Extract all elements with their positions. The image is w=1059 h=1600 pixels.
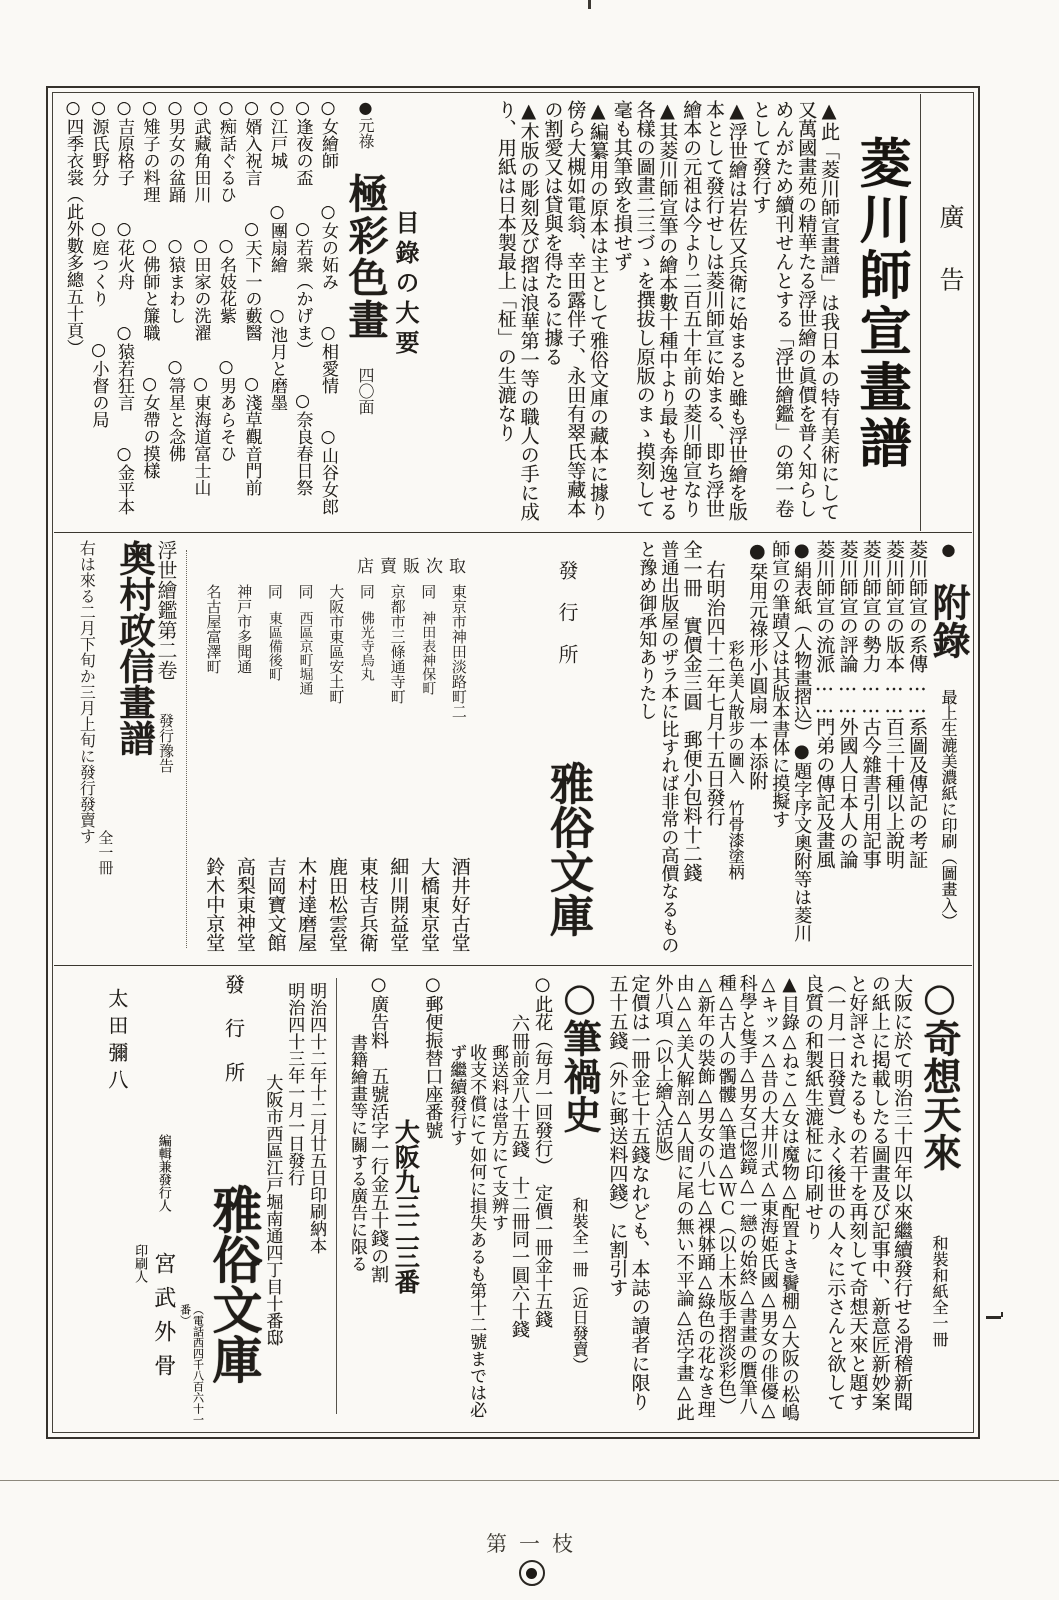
konohana-postage: 郵送料は當方にて支辨す bbox=[487, 1044, 508, 1231]
appendix-title: 附錄 bbox=[926, 583, 971, 659]
ad-paragraph: ▲此「菱川師宣畫譜」は我日本の特有美術にして又萬國畫苑の精華たる浮世繪の眞價を普く知らしめんがため續刊せんとする「浮世繪鑑」の第一卷として發行す bbox=[749, 100, 840, 521]
distributor-name: 大橋東京堂 bbox=[417, 857, 440, 952]
appendix-caution: 普通出版屋のザラ本に比すれば非常の高價なるものと豫め御承知ありたし bbox=[636, 540, 680, 954]
distributor-name: 酒井好古堂 bbox=[448, 857, 471, 952]
distributor-address: 同西區京町堀通 bbox=[296, 584, 315, 695]
section-divider bbox=[54, 532, 972, 533]
catalog-item: ○男女の盆踊 bbox=[165, 98, 185, 203]
distributor-name: 鈴木中京堂 bbox=[203, 857, 226, 952]
catalog-item: ○庭つくり bbox=[88, 219, 109, 307]
printer-label: 印刷人 bbox=[132, 1244, 148, 1283]
distributor-entry bbox=[198, 584, 229, 952]
distributor-name: 吉岡寶文館 bbox=[264, 857, 287, 952]
ad-paragraph: ▲編纂用の原本は主として雅俗文庫の藏本に據り傍ら大槻如電翁、幸田露伴子、永田有翠氏等藏本の割愛又は貸與を得たるに據る bbox=[541, 100, 610, 521]
catalog-item: ○女帶の摸樣 bbox=[139, 374, 160, 479]
catalog-plate-count: 四〇面 bbox=[356, 367, 375, 415]
catalog-section-title: 目錄の大要 bbox=[391, 210, 420, 360]
appendix-line: 菱川師宣の版本……百三十種以上說明 bbox=[882, 540, 905, 869]
appendix-subtitle: 最上生漉美濃紙に印刷（圖畫入） bbox=[939, 689, 958, 929]
catalog-item: ○若衆（かげま） bbox=[292, 219, 313, 358]
konohana-title-line: ○此花（毎月一回發行） 定價一冊金十五錢 bbox=[532, 974, 554, 1328]
colophon-address: 大阪市西區江戸堀南通四丁目十番邸 bbox=[262, 1074, 283, 1346]
group-divider-rule bbox=[186, 550, 187, 948]
ad-paragraph: ▲其菱川師宣筆の繪本數十種中より最も奔逸せる各樣の圖畫二三づゝを撰拔し原版のまゝ摸刻して毫も其筆致を損せず bbox=[610, 100, 679, 521]
catalog-item: ○猿まわし bbox=[165, 236, 185, 324]
top-tick-mark bbox=[588, 0, 591, 9]
catalog-item: ○名妓花紫 bbox=[216, 236, 236, 324]
kisotenrai-format: 和裝和紙全一冊 bbox=[930, 1235, 949, 1347]
kisotenrai-contents: ▲目錄△ねこ△女は魔物△配置よき鬢棚△大阪の松嶋△キッス△昔の大井川式△東海姫氏國△男女の俳優△科學と隻手△男女己惚鏡△一戀の始終△書畫の贋筆八種△古人の髑髏△筆遣△ＷＣ（以上木版手摺淡彩色）△新年の裝飾△男女の八七△裸躰踊△綠色の花なき理由△△美人解剖△人間に尾の無い不平論△活字畫△此外八項（以上繪入活版） bbox=[652, 974, 800, 1421]
distributor-entry bbox=[382, 584, 413, 952]
colophon-phone: （電話西四千八百六十一番） bbox=[178, 1304, 205, 1425]
appendix-line: 菱川師宣の流派……門弟の傳記及畫風 bbox=[813, 540, 836, 869]
advertisement-box bbox=[46, 86, 980, 1439]
catalog-item: ○箒星と念佛 bbox=[165, 357, 185, 462]
catalog-item: ○源氏野分 bbox=[88, 98, 109, 186]
next-volume-schedule: 右は來る二月下旬か三月上旬に發行發賣す bbox=[77, 540, 97, 844]
distributor-entry bbox=[443, 584, 474, 952]
appendix-fan-detail: 彩色美人散步の圖入 竹骨漆塗柄 bbox=[726, 640, 746, 880]
ad-rate-note: 書籍繪畫等に關する廣告に限る bbox=[347, 1034, 368, 1272]
catalog-item: ○天下一の藪醫 bbox=[241, 219, 262, 341]
kisotenrai-title-block bbox=[919, 974, 960, 1426]
catalog-heading bbox=[342, 98, 389, 528]
distributor-entry bbox=[290, 584, 321, 952]
appendix-note: ●絹表紙（人物畫摺込）●題字序文奧附等は菱川師宣の筆蹟又は其版本書体に摸擬す bbox=[769, 540, 813, 942]
catalog-item: ○花火舟 bbox=[114, 219, 134, 290]
appendix-price-line: 全一冊 實價金三圓 郵便小包料十二錢 bbox=[680, 540, 703, 882]
appendix-note: ●栞用元祿形小圓扇一本添附 bbox=[746, 540, 769, 790]
distributor-entry bbox=[413, 584, 444, 952]
hikkashi-title: ○筆禍史 bbox=[557, 974, 603, 1133]
ad-paragraph: ▲浮世繪は岩佐又兵衛に始まると雖も浮世繪を版本として發行せしは菱川師宣に始まる、即ち浮世繪本の元祖は今より二百五十年前の菱川師宣なり bbox=[680, 100, 748, 521]
catalog-heading-main: 極彩色畫 bbox=[342, 173, 389, 341]
catalog-item: ○相愛情 bbox=[318, 323, 338, 394]
catalog-item: ○山谷女郎 bbox=[318, 427, 338, 515]
catalog-item: ○逢夜の盃 bbox=[292, 98, 313, 186]
catalog-item: ○女の妬み bbox=[318, 202, 338, 290]
kisotenrai-pricing: 定價は一冊金七十五錢なれども、本誌の讀者に限り五十五錢（外に郵送料四錢）に割引す bbox=[606, 974, 651, 1411]
catalog-item: ○猿若狂言 bbox=[114, 323, 134, 411]
printer-name: 太田彌八 bbox=[104, 988, 129, 1096]
distributor-address: 同東區備後町 bbox=[265, 584, 284, 681]
distributor-address: 同神田表神保町 bbox=[419, 584, 438, 695]
catalog-item: ○江戸城 bbox=[267, 98, 287, 169]
appendix-line: 菱川師宣の評論……外國人日本人の論 bbox=[836, 540, 859, 869]
distributor-address: 東京市神田淡路町二 bbox=[449, 584, 468, 719]
catalog-item: ○武藏角田川 bbox=[190, 98, 211, 203]
hikkashi-format: 和裝全一冊（近日發賣） bbox=[570, 1197, 590, 1373]
appendix-issue-line: 右明治四十二年七月十五日發行 bbox=[703, 560, 726, 826]
catalog-item: ○男あらそひ bbox=[216, 357, 236, 462]
distributor-address: 大阪市東區安土町 bbox=[327, 584, 346, 704]
colophon-publisher bbox=[204, 974, 264, 1426]
distributor-name: 細川開益堂 bbox=[387, 857, 410, 952]
catalog-item: ○佛師と簾職 bbox=[139, 236, 160, 341]
catalog-item: ○田家の洗濯 bbox=[190, 236, 211, 341]
distributor-name: 東枝吉兵衛 bbox=[356, 857, 379, 952]
editor-label: 編輯兼發行人 bbox=[155, 1134, 171, 1212]
distributor-entry bbox=[229, 584, 260, 952]
next-volume-notice bbox=[60, 540, 178, 958]
catalog-item: ○痴話ぐるひ bbox=[216, 98, 236, 203]
distributor-entry bbox=[351, 584, 382, 952]
editor-name: 宮武外骨 bbox=[150, 1252, 176, 1389]
catalog-item: ○小督の局 bbox=[88, 340, 109, 428]
registration-mark-icon bbox=[519, 1560, 545, 1586]
catalog-item: ○池月と磨墨 bbox=[267, 306, 287, 411]
colophon-publisher-name: 雅俗文庫 bbox=[204, 1184, 264, 1384]
distributors-heading: 取次販賣店 bbox=[357, 557, 472, 577]
distributor-address: 神戸市多聞通 bbox=[235, 584, 254, 674]
main-title: 菱川師宣畫譜 bbox=[850, 136, 912, 472]
distributors-list bbox=[198, 584, 474, 952]
distributor-name: 高梨東神堂 bbox=[233, 857, 256, 952]
colophon-divider-rule bbox=[336, 978, 337, 1414]
appendix-heading bbox=[926, 540, 971, 956]
kisotenrai-body: 大阪に於て明治三十四年以來繼續發行せる滑稽新聞の紙上に掲載したる圖畫及び記事中、新意匠新妙案と好評されたるもの若干を再刻して奇想天來と題す（一月一日發賣）永く後世の人々に示さんと欲して良質の和製紙生漉柾に印刷せり bbox=[802, 974, 913, 1411]
appendix-block bbox=[600, 540, 971, 956]
bottom-ads-block bbox=[60, 974, 966, 1426]
appendix-line: 菱川師宣の系傳……系圖及傳記の考証 bbox=[906, 540, 929, 869]
catalog-item: ○奈良春日祭 bbox=[292, 391, 313, 496]
colophon-publisher-label: 發行所 bbox=[221, 974, 246, 1106]
catalog-item: ○四季衣裳（此外數多總五十頁） bbox=[63, 98, 83, 356]
distributor-address: 京都市三條通寺町 bbox=[388, 584, 407, 704]
catalog-item: ○淺草觀音門前 bbox=[241, 374, 262, 496]
colophon-printer bbox=[104, 974, 150, 1426]
ad-rate-line: ○廣告料 五號活字一行金五十錢の割 bbox=[368, 974, 390, 1283]
publisher-label: 發行所 bbox=[555, 559, 579, 686]
distributor-name: 鹿田松雲堂 bbox=[325, 857, 348, 952]
footer-rule bbox=[0, 1480, 1059, 1481]
next-volume-title: 奥村政信畫譜 bbox=[114, 540, 156, 756]
konohana-pledge: 收支不償にて如何に損失あるも第十二號までは必ず繼續發行す bbox=[446, 1044, 487, 1418]
bullet-icon: ● bbox=[939, 540, 958, 559]
distributor-entry bbox=[259, 584, 290, 952]
catalog-item: ○團扇繪 bbox=[267, 202, 287, 273]
header-column-rule bbox=[920, 94, 921, 531]
distributor-address: 名古屋富澤町 bbox=[204, 584, 223, 674]
hikkashi-title-block bbox=[557, 974, 603, 1426]
konohana-subscription: 六冊前金八十五錢 十二冊同一圓六十錢 bbox=[509, 1014, 531, 1338]
main-ad-body bbox=[438, 100, 840, 526]
colophon-printed-date: 明治四十二年十二月廿五日印刷納本 bbox=[306, 982, 327, 1254]
publisher-name: 雅俗文庫 bbox=[542, 760, 593, 937]
catalog-item: ○雉子の料理 bbox=[139, 98, 160, 203]
ad-paragraph: ▲木版の彫刻及び摺は浪華第一等の職人の手に成り、用紙は日本製最上「柾」の生漉なり bbox=[494, 100, 540, 521]
registration-mark-core bbox=[526, 1568, 537, 1579]
section-divider bbox=[54, 965, 972, 966]
distributor-address: 同佛光寺烏丸 bbox=[357, 584, 376, 681]
distributor-entry bbox=[321, 584, 352, 952]
postal-account-label: ○郵便振替口座番號 bbox=[422, 974, 444, 1139]
catalog-item: ○女繪師 bbox=[318, 98, 338, 169]
postal-account-number: 大阪九三二三番 bbox=[391, 1119, 421, 1294]
colophon-issue-date: 明治四十三年一月一日發行 bbox=[284, 982, 305, 1186]
appendix-line: 菱川師宣の勢力……古今雜書引用記事 bbox=[859, 540, 882, 869]
page-folio: 第一枝 bbox=[486, 1532, 585, 1556]
distributor-name: 木村達磨屋 bbox=[295, 857, 318, 952]
next-volume-format: 全一冊 bbox=[96, 830, 115, 875]
catalog-item: ○吉原格子 bbox=[114, 98, 134, 186]
catalog-item: ○婿入祝言 bbox=[241, 98, 262, 186]
catalog-era-label: ●元祿 bbox=[356, 98, 375, 149]
margin-dash-mark bbox=[986, 1316, 1001, 1319]
page-header-label: 廣告 bbox=[936, 204, 965, 329]
next-volume-series: 浮世繪鑑第二卷 發行豫告 bbox=[154, 540, 178, 773]
catalog-list bbox=[62, 98, 389, 528]
kisotenrai-title: ○奇想天來 bbox=[917, 974, 962, 1171]
colophon-editor bbox=[150, 974, 176, 1426]
catalog-item: ○東海道富士山 bbox=[190, 374, 211, 496]
catalog-item: ○金平本 bbox=[114, 444, 134, 515]
publisher-block bbox=[494, 546, 593, 950]
